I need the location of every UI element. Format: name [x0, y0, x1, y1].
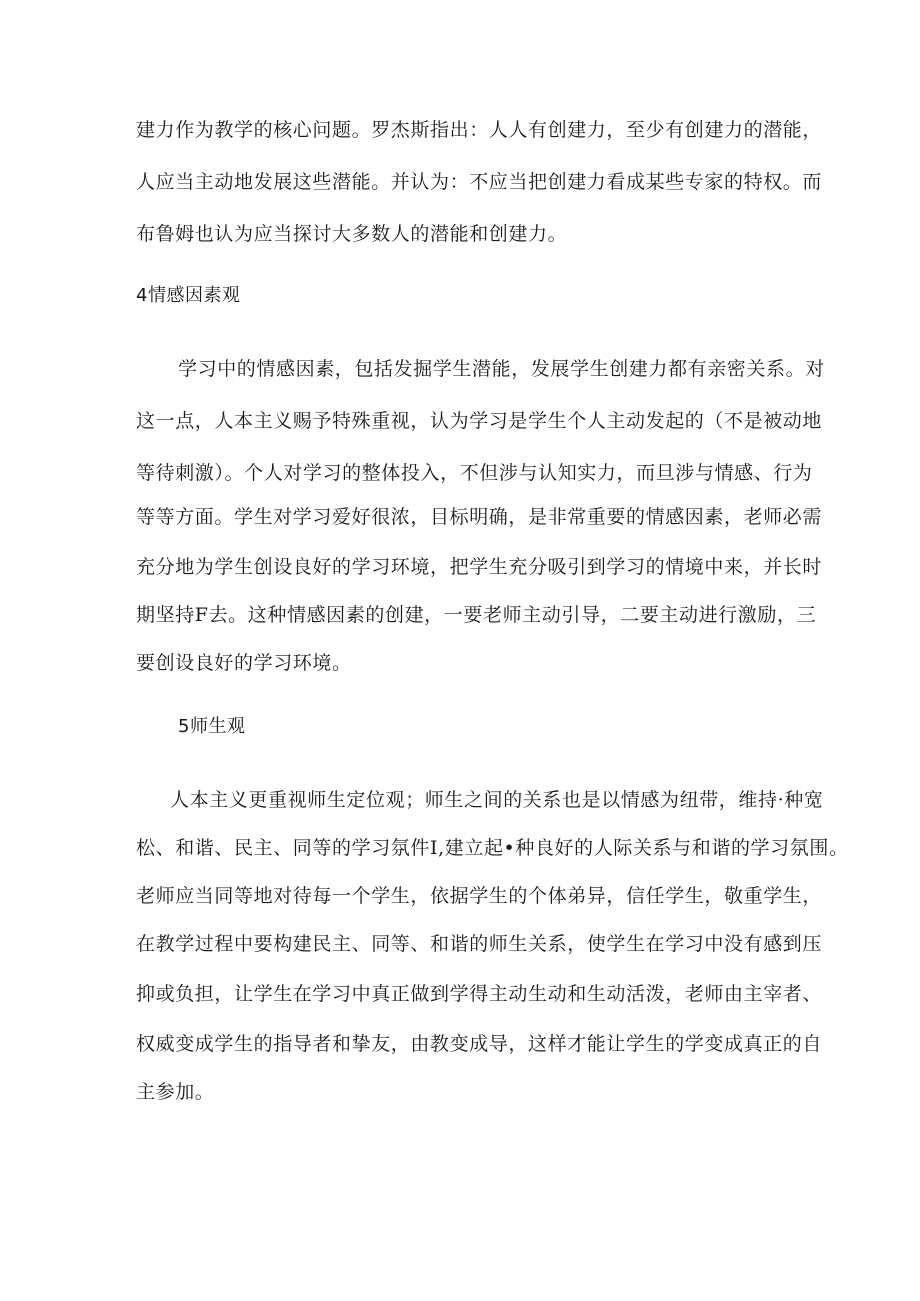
paragraph-3-line-6: 权威变成学生的指导者和挚友，由教变成导，这样才能让学生的学变成真正的自 — [136, 1033, 823, 1055]
paragraph-2-line-4: 等等方面。学生对学习爱好很浓，目标明确，是非常重要的情感因素，老师必需 — [136, 506, 823, 528]
paragraph-1-line-1: 建力作为教学的核心问题。罗杰斯指出：人人有创建力，至少有创建力的潜能， — [136, 119, 823, 141]
paragraph-3-line-5: 抑或负担，让学生在学习中真正做到学得主动生动和生动活泼，老师由主宰者、 — [136, 983, 823, 1005]
paragraph-1-line-3: 布鲁姆也认为应当探讨大多数人的潜能和创建力。 — [136, 223, 568, 245]
paragraph-3-line-1: 人本主义更重视师生定位观；师生之间的关系也是以情感为纽带，维持·种宽 — [170, 789, 824, 811]
paragraph-3-line-4: 在教学过程中要构建民主、同等、和谐的师生关系，使学生在学习中没有感到压 — [136, 933, 823, 955]
paragraph-2-line-2: 这一点，人本主义赐予特殊重视，认为学习是学生个人主动发起的（不是被动地 — [136, 410, 823, 432]
paragraph-3-line-3: 老师应当同等地对待每一个学生，依据学生的个体弟异，信任学生，敬重学生， — [136, 885, 823, 907]
paragraph-2-line-7: 要创设良好的学习环境。 — [136, 652, 352, 674]
paragraph-2-line-6: 期坚持F去。这种情感因素的创建，一要老师主动引导，二要主动进行激励，三 — [136, 604, 817, 626]
paragraph-2-line-1: 学习中的情感因素，包括发掘学生潜能，发展学生创建力都有亲密关系。对 — [178, 358, 825, 380]
paragraph-1-line-2: 人应当主动地发展这些潜能。并认为：不应当把创建力看成某些专家的特权。而 — [136, 171, 823, 193]
section-heading-4: 4情感因素观 — [136, 285, 241, 306]
paragraph-2-line-3: 等待刺激）。个人对学习的整体投入，不但涉与认知实力，而旦涉与情感、行为 — [136, 462, 813, 484]
paragraph-3-line-2: 松、和谐、民主、同等的学习氛件I,建立起•种良好的人际关系与和谐的学习氛围。 — [136, 837, 849, 859]
paragraph-2-line-5: 充分地为学生创设良好的学习环境，把学生充分吸引到学习的情境中来，并长时 — [136, 556, 823, 578]
paragraph-3-line-7: 主参加。 — [136, 1081, 215, 1103]
section-heading-5: 5师生观 — [178, 716, 246, 737]
